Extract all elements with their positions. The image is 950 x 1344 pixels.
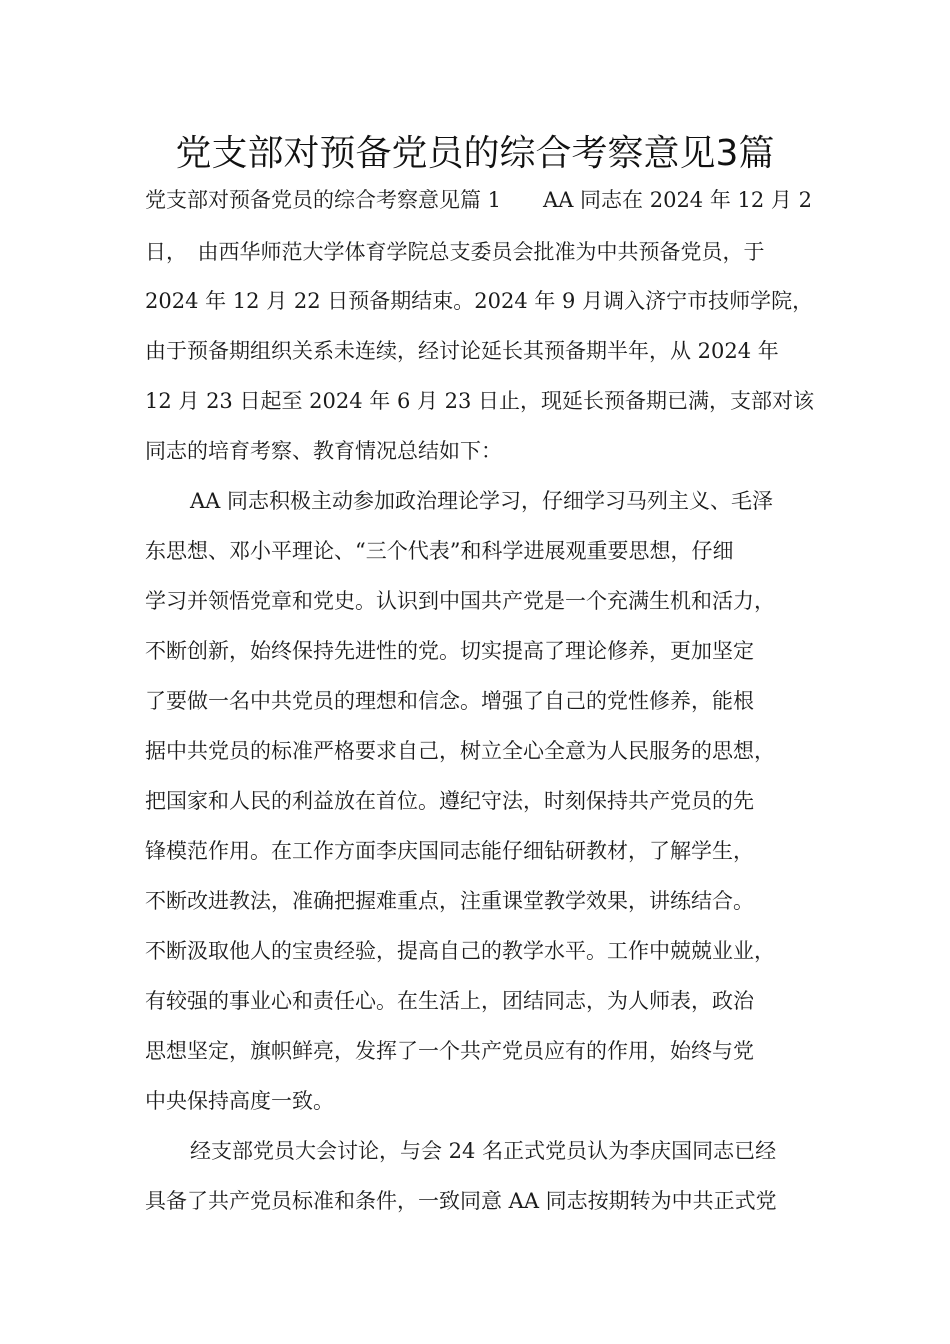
body-line-16: 不断汲取他人的宝贵经验，提高自己的教学水平。工作中兢兢业业， [145, 939, 775, 963]
body-line-3: 2024 年 12 月 22 日预备期结束。2024 年 9 月调入济宁市技师学院， [145, 289, 814, 313]
body-line-5: 12 月 23 日起至 2024 年 6 月 23 日止，现延长预备期已满，支部对该 [145, 389, 815, 413]
body-line-14: 锋模范作用。在工作方面李庆国同志能仔细钻研教材，了解学生， [145, 839, 754, 863]
body-line-21: 具备了共产党员标准和条件，一致同意 AA 同志按期转为中共正式党 [145, 1189, 777, 1213]
body-line-20: 经支部党员大会讨论，与会 24 名正式党员认为李庆国同志已经 [190, 1139, 777, 1163]
body-line-17: 有较强的事业心和责任心。在生活上，团结同志，为人师表，政治 [145, 989, 754, 1013]
body-line-9: 学习并领悟党章和党史。认识到中国共产党是一个充满生机和活力， [145, 589, 775, 613]
body-line-15: 不断改进教法，准确把握难重点，注重课堂教学效果，讲练结合。 [145, 889, 754, 913]
body-line-7: AA 同志积极主动参加政治理论学习，仔细学习马列主义、毛泽 [190, 489, 774, 513]
body-line-4: 由于预备期组织关系未连续，经讨论延长其预备期半年，从 2024 年 [145, 339, 779, 363]
body-line-18: 思想坚定，旗帜鲜亮，发挥了一个共产党员应有的作用，始终与党 [145, 1039, 754, 1063]
body-line-2: 日， 由西华师范大学体育学院总支委员会批准为中共预备党员，于 [145, 240, 765, 264]
body-line-12: 据中共党员的标准严格要求自己，树立全心全意为人民服务的思想， [145, 739, 775, 763]
body-line-1: 党支部对预备党员的综合考察意见篇 1 AA 同志在 2024 年 12 月 2 [145, 188, 812, 212]
body-line-8: 东思想、邓小平理论、“三个代表”和科学进展观重要思想，仔细 [145, 539, 734, 563]
body-line-11: 了要做一名中共党员的理想和信念。增强了自己的党性修养，能根 [145, 689, 754, 713]
document-title: 党支部对预备党员的综合考察意见3篇 [175, 133, 775, 174]
body-line-19: 中央保持高度一致。 [145, 1089, 334, 1113]
body-line-6: 同志的培育考察、教育情况总结如下： [145, 439, 502, 463]
body-line-13: 把国家和人民的利益放在首位。遵纪守法，时刻保持共产党员的先 [145, 789, 754, 813]
body-line-10: 不断创新，始终保持先进性的党。切实提高了理论修养，更加坚定 [145, 639, 754, 663]
